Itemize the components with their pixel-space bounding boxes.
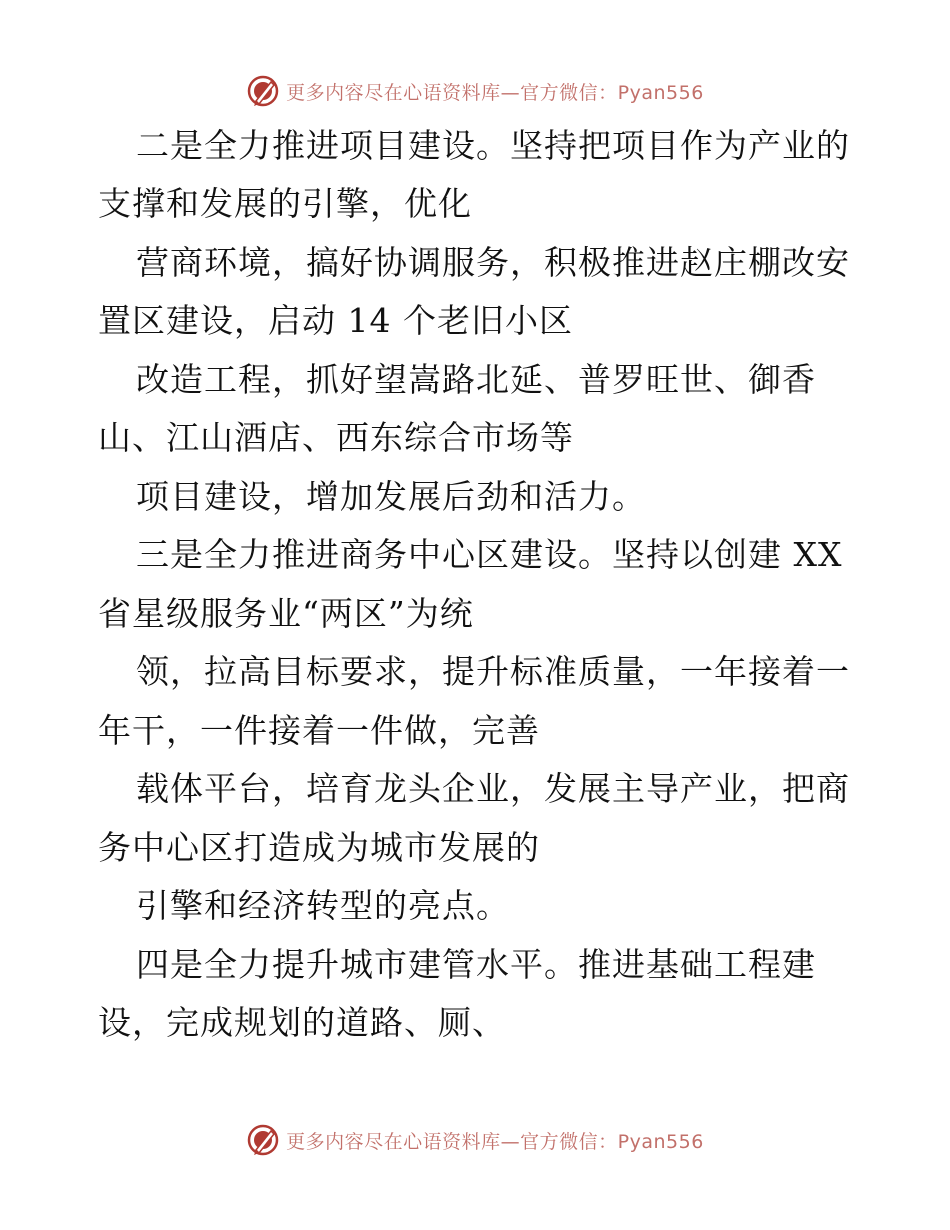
text-line: 二是全力推进项目建设。坚持把项目作为产业的 <box>136 126 850 165</box>
text-line: 载体平台，培育龙头企业，发展主导产业，把商 <box>136 769 850 808</box>
pen-logo-icon <box>246 74 280 108</box>
watermark-text: 更多内容尽在心语资料库—官方微信：Pyan556 <box>286 1130 704 1153</box>
text-line: 营商环境，搞好协调服务，积极推进赵庄棚改安 <box>136 243 850 282</box>
pen-logo-icon <box>246 1123 280 1157</box>
text-line: 改造工程，抓好望嵩路北延、普罗旺世、御香 <box>136 360 816 399</box>
text-line: 务中心区打造成为城市发展的 <box>98 828 540 867</box>
text-line: 项目建设，增加发展后劲和活力。 <box>136 477 646 516</box>
text-line: 四是全力提升城市建管水平。推进基础工程建 <box>136 945 816 984</box>
watermark-text: 更多内容尽在心语资料库—官方微信：Pyan556 <box>286 81 704 104</box>
text-line: 设，完成规划的道路、厕、 <box>98 1003 506 1042</box>
watermark-header <box>0 71 950 111</box>
text-line: 山、江山酒店、西东综合市场等 <box>98 418 574 457</box>
text-line: 三是全力推进商务中心区建设。坚持以创建 XX <box>136 535 843 574</box>
text-line: 引擎和经济转型的亮点。 <box>136 886 510 925</box>
text-line: 置区建设，启动 14 个老旧小区 <box>98 301 573 340</box>
text-line: 领，拉高目标要求，提升标准质量，一年接着一 <box>136 652 850 691</box>
text-line: 年干，一件接着一件做，完善 <box>98 711 540 750</box>
watermark-footer <box>0 1120 950 1160</box>
text-line: 省星级服务业“两区”为统 <box>98 594 474 633</box>
text-line: 支撑和发展的引擎，优化 <box>98 184 472 223</box>
